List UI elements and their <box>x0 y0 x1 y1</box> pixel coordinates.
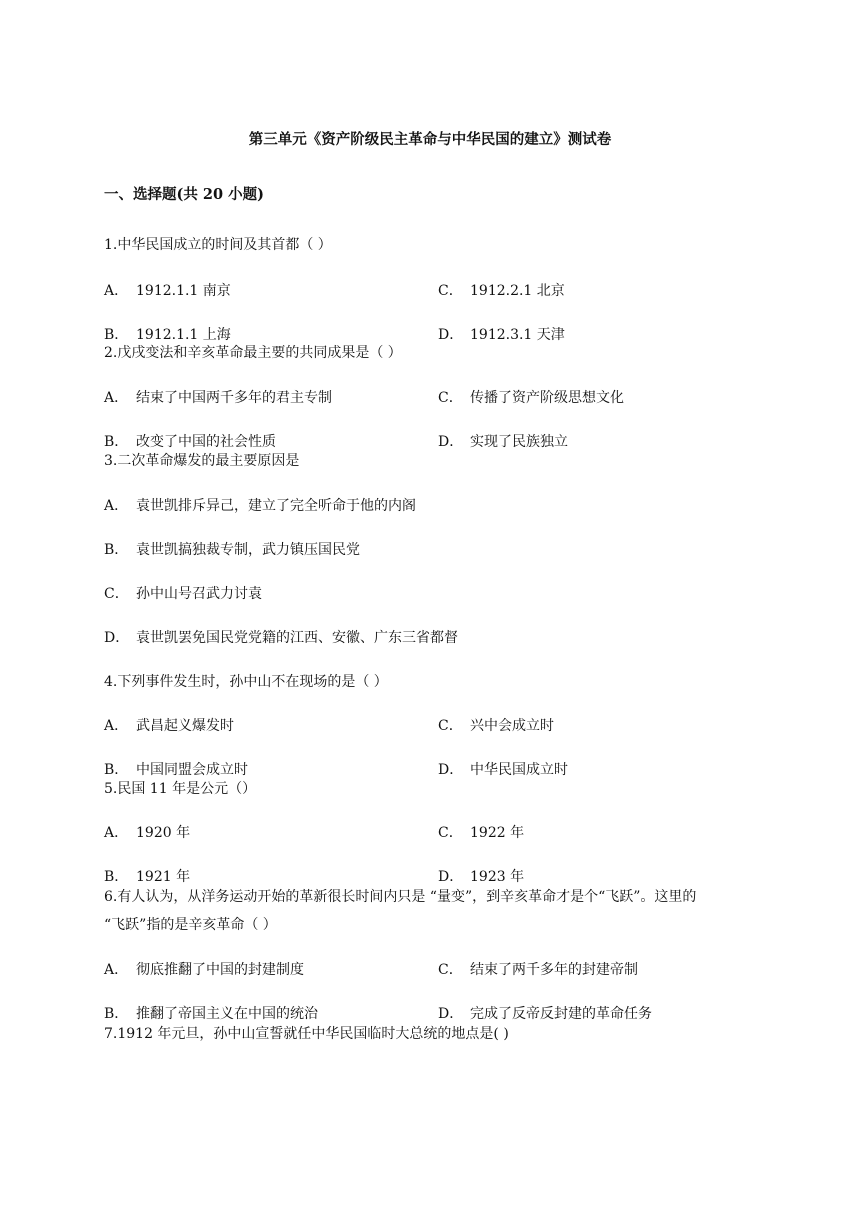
question-2-stem: 2.戊戌变法和辛亥革命最主要的共同成果是（ ） <box>104 345 402 361</box>
question-4-option-a: A． 武昌起义爆发时 <box>104 718 234 734</box>
question-3-option-a: A． 袁世凯排斥异己，建立了完全听命于他的内阁 <box>104 498 416 514</box>
question-6-stem-line-1: 6.有人认为，从洋务运动开始的革新很长时间内只是 “量变”，到辛亥革命才是个“飞跃”。这里的 <box>104 889 697 905</box>
question-6-option-b: B． 推翻了帝国主义在中国的统治 <box>104 1006 318 1022</box>
page-title: 第三单元《资产阶级民主革命与中华民国的建立》测试卷 <box>248 131 612 148</box>
question-6-option-c: C． 结束了两千多年的封建帝制 <box>438 962 638 978</box>
section-heading: 一、选择题(共 20 小题) <box>104 186 264 203</box>
question-1-option-d: D． 1912.3.1 天津 <box>438 327 565 343</box>
question-2-option-a: A． 结束了中国两千多年的君主专制 <box>104 390 332 406</box>
question-4-option-c: C． 兴中会成立时 <box>438 718 554 734</box>
question-2-option-c: C． 传播了资产阶级思想文化 <box>438 390 624 406</box>
question-4-stem: 4.下列事件发生时，孙中山不在现场的是（ ） <box>104 674 388 690</box>
question-5-option-c: C． 1922 年 <box>438 825 525 841</box>
question-4-option-d: D． 中华民国成立时 <box>438 762 568 778</box>
question-5-option-d: D． 1923 年 <box>438 869 525 885</box>
question-3-option-c: C． 孙中山号召武力讨袁 <box>104 586 262 602</box>
question-1-option-b: B． 1912.1.1 上海 <box>104 327 231 343</box>
question-5-option-a: A． 1920 年 <box>104 825 191 841</box>
question-1-stem: 1.中华民国成立的时间及其首都（ ） <box>104 237 332 253</box>
question-6-option-d: D． 完成了反帝反封建的革命任务 <box>438 1006 652 1022</box>
question-2-option-d: D． 实现了民族独立 <box>438 434 568 450</box>
question-7-stem: 7.1912 年元旦，孙中山宣誓就任中华民国临时大总统的地点是( ) <box>104 1026 509 1042</box>
question-6-stem-line-2: “飞跃”指的是辛亥革命（ ） <box>104 917 277 933</box>
question-5-option-b: B． 1921 年 <box>104 869 191 885</box>
question-1-option-a: A． 1912.1.1 南京 <box>104 283 231 299</box>
question-6-option-a: A． 彻底推翻了中国的封建制度 <box>104 962 304 978</box>
question-3-stem: 3.二次革命爆发的最主要原因是 <box>104 453 300 469</box>
question-5-stem: 5.民国 11 年是公元（） <box>104 781 257 797</box>
question-3-option-b: B． 袁世凯搞独裁专制，武力镇压国民党 <box>104 542 360 558</box>
question-4-option-b: B． 中国同盟会成立时 <box>104 762 248 778</box>
question-2-option-b: B． 改变了中国的社会性质 <box>104 434 276 450</box>
question-3-option-d: D． 袁世凯罢免国民党党籍的江西、安徽、广东三省都督 <box>104 630 458 646</box>
question-1-option-c: C． 1912.2.1 北京 <box>438 283 565 299</box>
